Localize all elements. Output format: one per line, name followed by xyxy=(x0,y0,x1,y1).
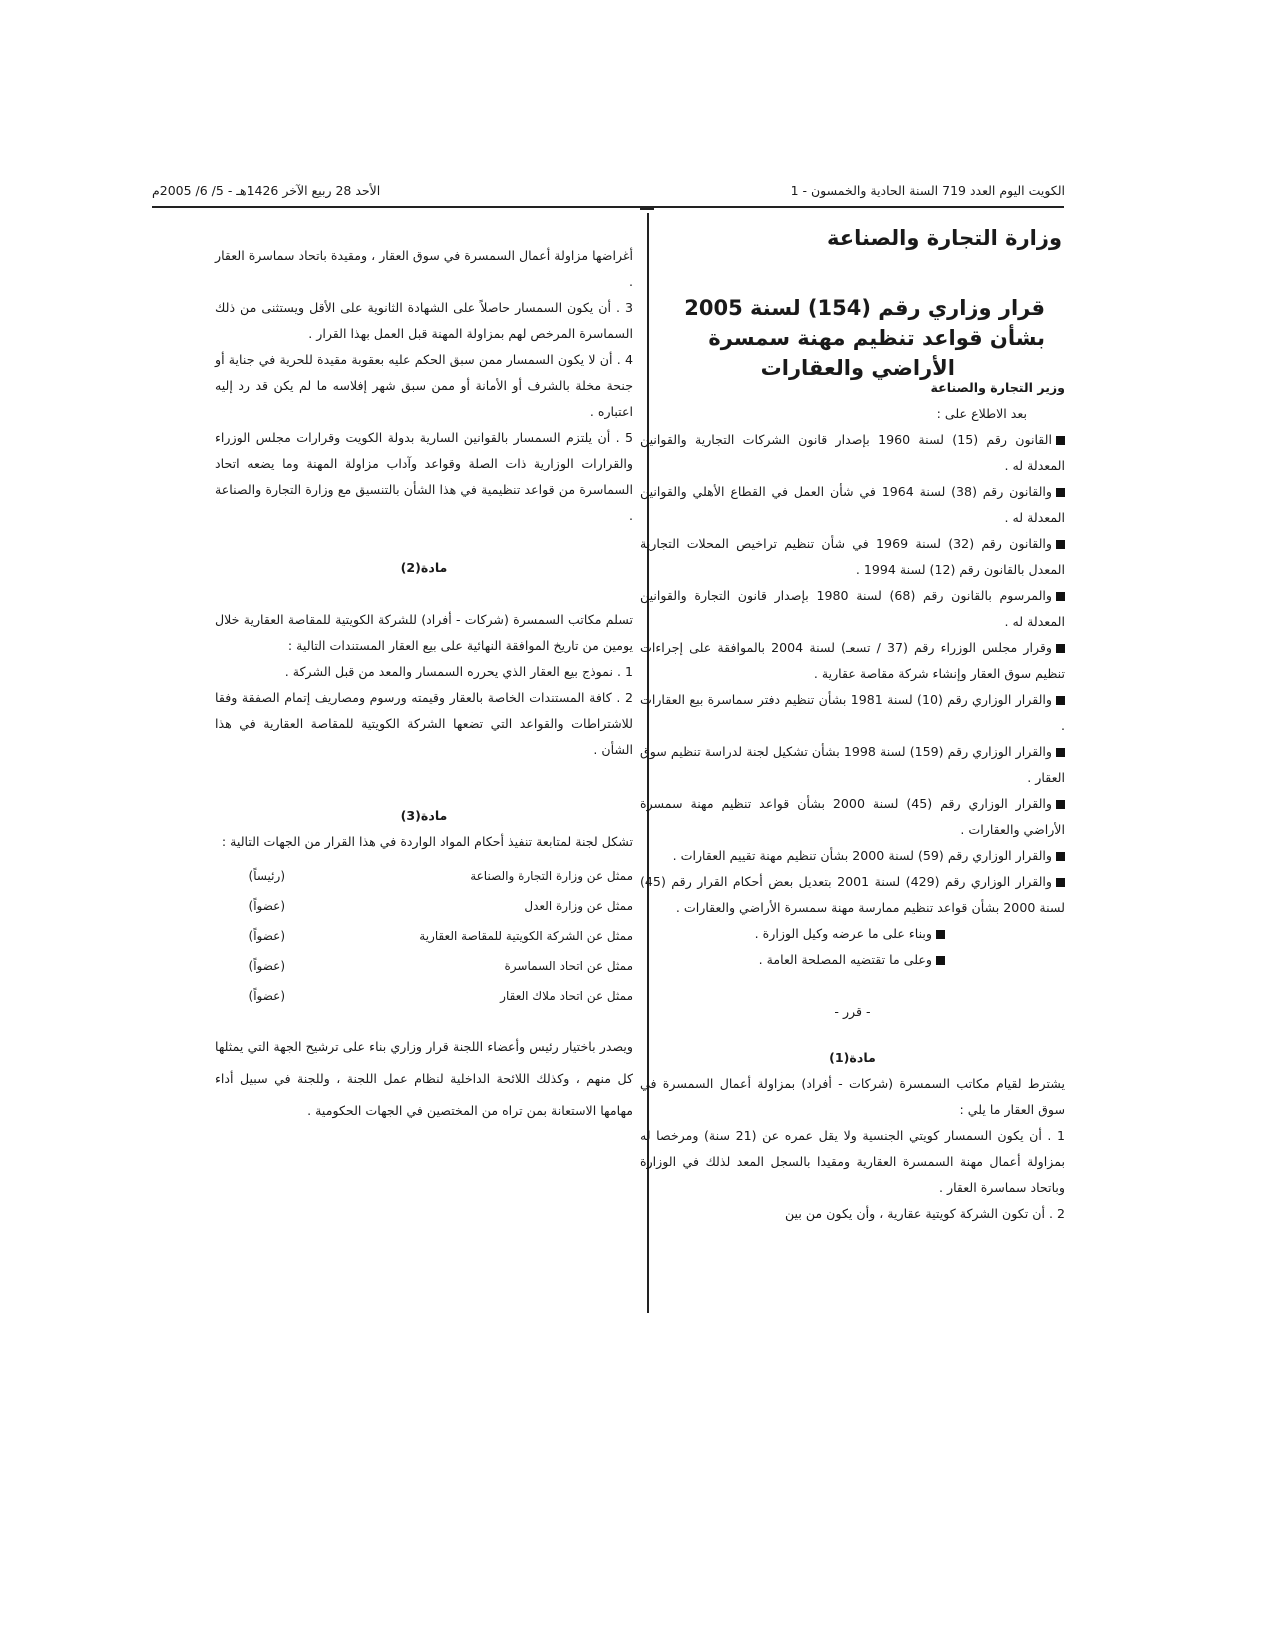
column-tick xyxy=(640,208,654,210)
header-issue-info: الكويت اليوم العدد 719 السنة الحادية والخمسون - 1 xyxy=(790,183,1065,198)
bullet-square-icon xyxy=(1056,644,1065,653)
committee-member-row xyxy=(215,951,633,981)
bullet-square-icon xyxy=(1056,488,1065,497)
article1-item: 4 . أن لا يكون السمسار ممن سبق الحكم عليه بعقوبة مقيدة للحرية في جناية أو جنحة مخلة بالشرف أو الأمانة أو ممن سبق شهر إفلاسه ما لم يكن قد رد إليه اعتباره . xyxy=(215,352,633,419)
article2-heading: مادة(2) xyxy=(400,560,448,575)
committee-member-row xyxy=(215,921,633,951)
committee-member-row xyxy=(215,891,633,921)
committee-members xyxy=(215,861,633,1011)
reference-item: والمرسوم بالقانون رقم (68) لسنة 1980 بإصدار قانون التجارة والقوانين المعدلة له . xyxy=(640,588,1065,629)
bullet-square-icon xyxy=(1056,852,1065,861)
minister-title: وزير التجارة والصناعة xyxy=(930,380,1065,395)
reference-item: وبناء على ما عرضه وكيل الوزارة . xyxy=(640,921,1065,947)
member-name: ممثل عن اتحاد ملاك العقار xyxy=(500,989,633,1003)
ministry-heading: وزارة التجارة والصناعة xyxy=(827,226,1062,250)
article1-item: 5 . أن يلتزم السمسار بالقوانين السارية بدولة الكويت وقرارات مجلس الوزراء والقرارات الوزارية ذات الصلة وقواعد وآداب مزاولة المهنة وما يضعه اتحاد السماسرة من قواعد تنظيمية في هذا الشأن بالتنسيق مع وزارة التجارة والصناعة . xyxy=(215,430,633,523)
member-role: (عضواً) xyxy=(248,929,285,943)
reference-item: والقرار الوزاري رقم (429) لسنة 2001 بتعديل بعض أحكام القرار رقم (45) لسنة 2000 بشأن قواعد تنظيم ممارسة مهنة سمسرة الأراضي والعقارات . xyxy=(640,874,1065,915)
bullet-square-icon xyxy=(1056,592,1065,601)
article3-closing: ويصدر باختيار رئيس وأعضاء اللجنة قرار وزاري بناء على ترشيح الجهة التي يمثلها كل منهم ، وكذلك اللائحة الداخلية لنظام عمل اللجنة ، وللجنة في سبيل أداء مهامها الاستعانة بمن تراه من المختصين في الجهات الحكومية . xyxy=(215,1039,633,1118)
article1-intro: يشترط لقيام مكاتب السمسرة (شركات - أفراد) بمزاولة أعمال السمسرة في سوق العقار ما يلي : xyxy=(640,1076,1065,1117)
member-role: (عضواً) xyxy=(248,959,285,973)
bullet-square-icon xyxy=(1056,800,1065,809)
article1-heading: مادة(1) xyxy=(829,1050,876,1065)
article1-item: 3 . أن يكون السمسار حاصلاً على الشهادة الثانوية على الأقل ويستثنى من ذلك السماسرة المرخص لهم بمزاولة المهنة قبل العمل بهذا القرار . xyxy=(215,300,633,341)
decision-title-line: بشأن قواعد تنظيم مهنة سمسرة xyxy=(708,326,1045,350)
member-role: (عضواً) xyxy=(248,989,285,1003)
bullet-square-icon xyxy=(1056,696,1065,705)
header-rule xyxy=(152,206,1064,208)
committee-member-row xyxy=(215,981,633,1011)
decision-title xyxy=(665,293,1045,383)
member-name: ممثل عن الشركة الكويتية للمقاصة العقارية xyxy=(419,929,633,943)
bullet-square-icon xyxy=(936,956,945,965)
header-date: الأحد 28 ربيع الآخر 1426هـ - 5/ 6/ 2005م xyxy=(152,183,381,198)
decided-heading: - قرر - xyxy=(834,1004,871,1019)
reference-item: والقرار الوزاري رقم (45) لسنة 2000 بشأن قواعد تنظيم مهنة سمسرة الأراضي والعقارات . xyxy=(640,796,1065,837)
member-role: (رئيساً) xyxy=(248,869,285,883)
reference-item: والقانون رقم (38) لسنة 1964 في شأن العمل في القطاع الأهلي والقوانين المعدلة له . xyxy=(640,484,1065,525)
committee-member-row xyxy=(215,861,633,891)
bullet-square-icon xyxy=(1056,748,1065,757)
article1-continuation: أغراضها مزاولة أعمال السمسرة في سوق العقار ، ومقيدة باتحاد سماسرة العقار . xyxy=(215,248,633,289)
bullet-square-icon xyxy=(1056,540,1065,549)
member-role: (عضواً) xyxy=(248,899,285,913)
reference-item: والقرار الوزاري رقم (10) لسنة 1981 بشأن تنظيم دفتر سماسرة بيع العقارات . xyxy=(640,692,1065,733)
reference-item: والقانون رقم (32) لسنة 1969 في شأن تنظيم تراخيص المحلات التجارية المعدل بالقانون رقم (12) لسنة 1994 . xyxy=(640,536,1065,577)
article2-intro: تسلم مكاتب السمسرة (شركات - أفراد) للشركة الكويتية للمقاصة العقارية خلال يومين من تاريخ الموافقة النهائية على بيع العقار المستندات التالية : xyxy=(215,612,633,653)
reference-item: وعلى ما تقتضيه المصلحة العامة . xyxy=(640,947,1065,973)
article2-item: 2 . كافة المستندات الخاصة بالعقار وقيمته ورسوم ومصاريف إتمام الصفقة وفقا للاشتراطات والقواعد التي تضعها الشركة الكويتية للمقاصة العقارية في هذا الشأن . xyxy=(215,690,633,757)
article2-item: 1 . نموذج بيع العقار الذي يحرره السمسار والمعد من قبل الشركة . xyxy=(284,664,633,679)
article3-intro: تشكل لجنة لمتابعة تنفيذ أحكام المواد الواردة في هذا القرار من الجهات التالية : xyxy=(221,834,633,849)
bullet-square-icon xyxy=(936,930,945,939)
article1-item: 1 . أن يكون السمسار كويتي الجنسية ولا يقل عمره عن (21 سنة) ومرخصا له بمزاولة أعمال مهنة السمسرة العقارية ومقيدا بالسجل المعد لذلك في الوزارة وباتحاد سماسرة العقار . xyxy=(640,1128,1065,1195)
bullet-square-icon xyxy=(1056,878,1065,887)
reference-item: والقرار الوزاري رقم (59) لسنة 2000 بشأن تنظيم مهنة تقييم العقارات . xyxy=(640,843,1065,869)
member-name: ممثل عن وزارة التجارة والصناعة xyxy=(470,869,633,883)
reference-item: والقرار الوزاري رقم (159) لسنة 1998 بشأن تشكيل لجنة لدراسة تنظيم سوق العقار . xyxy=(640,744,1065,785)
bullet-square-icon xyxy=(1056,436,1065,445)
preamble-intro: بعد الاطلاع على : xyxy=(936,406,1027,421)
decision-title-line: قرار وزاري رقم (154) لسنة 2005 xyxy=(684,296,1045,320)
reference-item: القانون رقم (15) لسنة 1960 بإصدار قانون الشركات التجارية والقوانين المعدلة له . xyxy=(640,432,1065,473)
right-column xyxy=(640,375,1065,1227)
article1-item: 2 . أن تكون الشركة كويتية عقارية ، وأن يكون من بين xyxy=(784,1206,1065,1221)
article3-heading: مادة(3) xyxy=(400,808,448,823)
member-name: ممثل عن وزارة العدل xyxy=(524,899,633,913)
left-column xyxy=(215,243,633,1127)
decision-title-line: الأراضي والعقارات xyxy=(760,356,955,380)
reference-item: وقرار مجلس الوزراء رقم (37 / تسعـ) لسنة 2004 بالموافقة على إجراءات تنظيم سوق العقار وإنشاء شركة مقاصة عقارية . xyxy=(640,640,1065,681)
member-name: ممثل عن اتحاد السماسرة xyxy=(504,959,633,973)
